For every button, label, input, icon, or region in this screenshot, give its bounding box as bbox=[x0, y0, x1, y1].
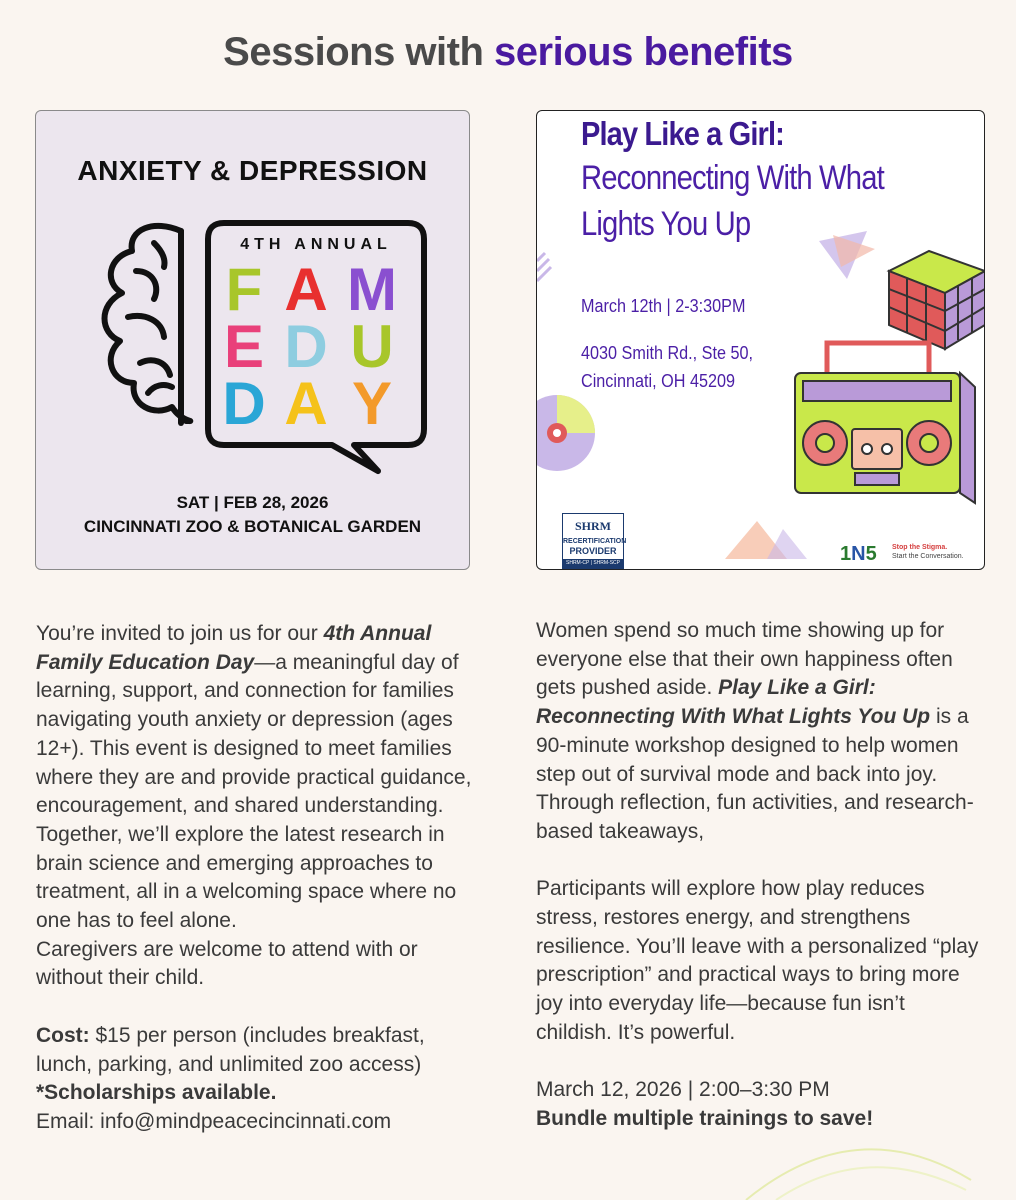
1n5-logo-one: 1 bbox=[840, 543, 852, 565]
1n5-tagline-line2: Start the Conversation. bbox=[892, 553, 964, 560]
page-headline bbox=[0, 30, 1016, 75]
shrm-logo: SHRM bbox=[575, 518, 611, 533]
workshop-paragraph-2: Participants will explore how play reduces stress, restores energy, and strengthens resilience. You’ll leave with a personalized “play prescription” and practical ways to bring more joy into everyday life—because fun isn’t childish. It’s powerful. bbox=[536, 877, 979, 1044]
logo-letter-a2: A bbox=[284, 370, 328, 437]
headline-plain: Sessions with bbox=[223, 30, 484, 74]
p1-rest: is a 90-minute workshop designed to help women step out of survival mode and back into joy. Through reflection, fun activities, and research-based takeaways, bbox=[536, 705, 974, 843]
stripes bbox=[537, 253, 551, 281]
logo-kicker: 4TH ANNUAL bbox=[240, 236, 392, 253]
logo-letter-y: Y bbox=[351, 370, 393, 437]
logo-letter-m: M bbox=[347, 256, 397, 323]
workshop-paragraph-1 bbox=[536, 617, 986, 847]
cd-disc-icon bbox=[537, 395, 595, 471]
headline-accent: serious benefits bbox=[494, 30, 793, 74]
logo-letter-e: E bbox=[223, 313, 265, 380]
workshop-date-time: March 12th | 2-3:30PM bbox=[581, 296, 746, 316]
event-venue: CINCINNATI ZOO & BOTANICAL GARDEN bbox=[83, 517, 422, 536]
p1-prefix: Women spend so much time showing up for everyone else that their own happiness often gets pushed aside. bbox=[536, 619, 953, 700]
caregivers-note: Caregivers are welcome to attend with or without their child. bbox=[36, 937, 418, 990]
workshop-address-line2: Cincinnati, OH 45209 bbox=[581, 371, 735, 391]
play-like-a-girl-description bbox=[536, 617, 986, 1134]
fam-edu-day-description bbox=[36, 620, 476, 1137]
cost-label: Cost: bbox=[36, 1023, 90, 1047]
bundle-note: Bundle multiple trainings to save! bbox=[536, 1106, 874, 1130]
rubiks-cube-icon bbox=[889, 251, 985, 349]
intro-paragraph bbox=[36, 620, 476, 936]
logo-letter-d: D bbox=[284, 313, 328, 380]
1n5-tagline bbox=[892, 543, 964, 561]
cost-text: $15 per person (includes breakfast, lunch, parking, and unlimited zoo access) bbox=[36, 1023, 425, 1076]
boombox-icon bbox=[795, 343, 975, 503]
workshop-name: Play Like a Girl: Reconnecting With What Lights You Up bbox=[536, 676, 931, 729]
workshop-schedule: March 12, 2026 | 2:00–3:30 PM bbox=[536, 1078, 830, 1102]
event-date: SAT | FEB 28, 2026 bbox=[176, 493, 329, 512]
workshop-title: Play Like a Girl: bbox=[581, 115, 784, 152]
fam-edu-day-card[interactable] bbox=[35, 110, 470, 570]
brain-icon bbox=[105, 226, 191, 423]
play-like-a-girl-card[interactable] bbox=[536, 110, 985, 570]
contact-email[interactable]: Email: info@mindpeacecincinnati.com bbox=[36, 1109, 392, 1133]
decorative-arc bbox=[736, 1130, 976, 1200]
logo-letter-u: U bbox=[350, 313, 394, 380]
card-topic: ANXIETY & DEPRESSION bbox=[77, 155, 428, 186]
shrm-label-2: PROVIDER bbox=[569, 546, 617, 556]
logo-letter-a: A bbox=[284, 256, 328, 323]
event-name: 4th Annual Family Education Day bbox=[36, 622, 432, 674]
logo-letter-d2: D bbox=[222, 370, 266, 437]
1n5-logo bbox=[840, 543, 877, 566]
shrm-provider-badge bbox=[562, 513, 627, 569]
workshop-subtitle-line2: Lights You Up bbox=[581, 205, 751, 243]
1n5-logo-n: N bbox=[851, 543, 866, 565]
1n5-logo-five: 5 bbox=[865, 543, 877, 565]
intro-prefix: You’re invited to join us for our bbox=[36, 622, 324, 645]
1n5-tagline-line1: Stop the Stigma. bbox=[892, 544, 948, 551]
shrm-footer: SHRM-CP | SHRM-SCP bbox=[563, 559, 623, 568]
shrm-label-1: RECERTIFICATION bbox=[563, 538, 627, 545]
scholarships-note: *Scholarships available. bbox=[36, 1081, 277, 1105]
logo-letter-f: F bbox=[225, 256, 263, 323]
intro-rest: —a meaningful day of learning, support, and connection for families navigating youth anxiety or depression (ages 12+). This event is designed to meet families where they are and provide practical guidance, encouragement, and shared understanding. Together, we’ll explore the latest research in brain science and emerging approaches to treatment, all in a welcoming space where no one has to feel alone. bbox=[36, 650, 472, 933]
cost-line bbox=[36, 1022, 476, 1079]
workshop-subtitle-line1: Reconnecting With What bbox=[581, 159, 884, 197]
workshop-address-line1: 4030 Smith Rd., Ste 50, bbox=[581, 343, 753, 363]
